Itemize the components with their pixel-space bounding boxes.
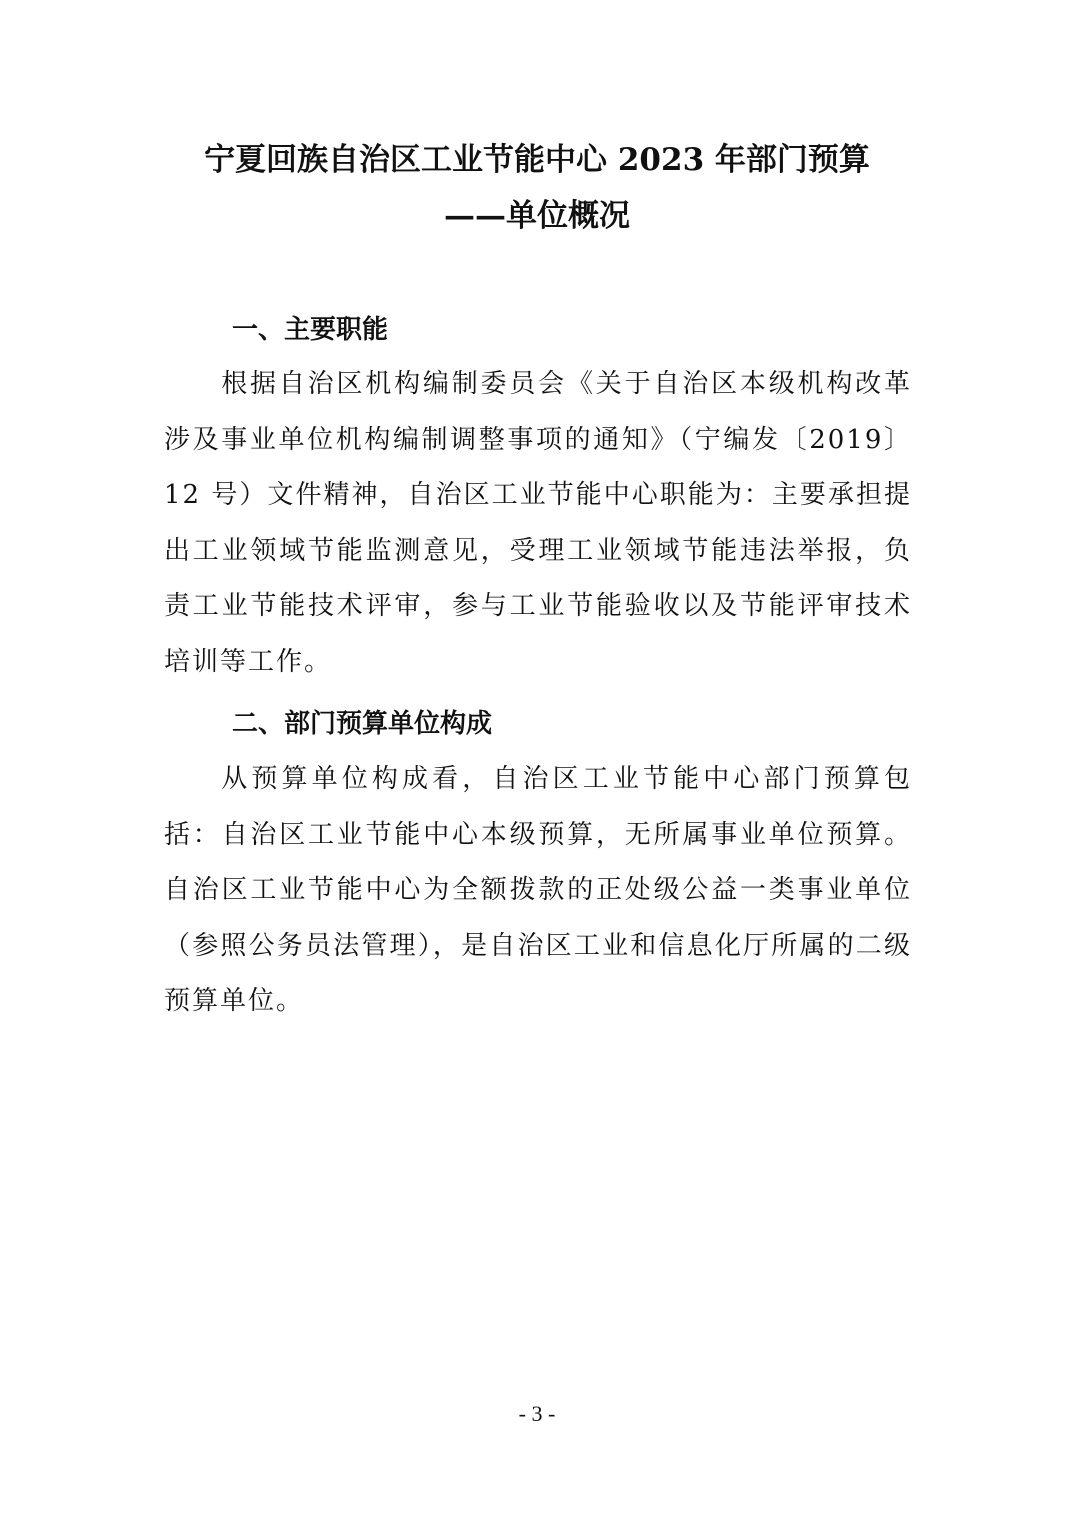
section-heading-main-functions: 一、主要职能 [232, 315, 389, 345]
document-title-line-2: ——单位概况 [444, 198, 630, 234]
document-title-line-1: 宁夏回族自治区工业节能中心 2023 年部门预算 [204, 142, 870, 178]
section-paragraph-main-functions: 根据自治区机构编制委员会《关于自治区本级机构改革涉及事业单位机构编制调整事项的通知》（宁编发〔2019〕12 号）文件精神，自治区工业节能中心职能为：主要承担提出工业领域节能监测意见，受理工业领域节能违法举报，负责工业节能技术评审，参与工业节能验收以及节能评审技术培训等工作。 [164, 369, 912, 677]
page-number: - 3 - [518, 1401, 556, 1426]
section-paragraph-budget-unit-composition: 从预算单位构成看，自治区工业节能中心部门预算包括：自治区工业节能中心本级预算，无所属事业单位预算。自治区工业节能中心为全额拨款的正处级公益一类事业单位（参照公务员法管理），是自治区工业和信息化厅所属的二级预算单位。 [164, 764, 912, 1016]
section-heading-budget-unit-composition: 二、部门预算单位构成 [232, 709, 493, 739]
